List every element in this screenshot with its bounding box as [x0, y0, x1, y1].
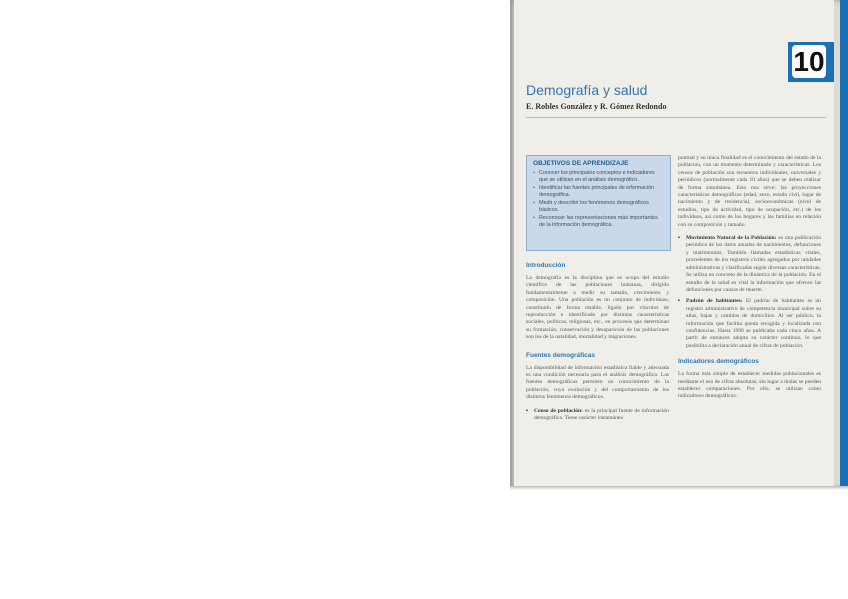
movimiento-text: es una publicación periódica de los datos anuales de nacimientos, defunciones y matrimonios. También llamadas estadísticas vitales, procedentes de los registros civiles agregados por unidades administrativas y clasificadas según diversas características. Se utiliza en concreto de la dinámica de la población. En el estudio de la salud es vital la información que ofrecen las defunciones por causas de muerte. — [686, 235, 821, 293]
objective-item: • Medir y describir los fenómenos demográficos básicos. — [533, 200, 664, 214]
objective-item: • Identificar las fuentes principales de información demográfica. — [533, 185, 664, 199]
fuentes-text: La disponibilidad de información estadística fiable y adecuada es una condición necesaria para el análisis demográfico. Las fuentes demográficas permiten un conocimiento de la población, cuya evolución y del comportamiento de los distintos fenómenos demográficos. — [526, 364, 669, 401]
book-page — [514, 0, 834, 486]
objective-item: • Reconocer las representaciones más importantes de la información demográfica. — [533, 215, 664, 229]
title-divider — [526, 117, 826, 118]
indicadores-text: La forma más simple de establecer medidas poblacionales es mediante el uso de cifras absolutas; sin lugar a dudas se pueden establecer comparaciones. Por ello, se utilizan como indicadores demográficos. — [678, 371, 821, 400]
introduccion-text: La demografía es la disciplina que se ocupa del estudio científico de las poblaciones humanas, dirigido fundamentalmente a medir su tamaño, crecimiento y composición. Una población es un conjunto de individuos, constituido de forma estable, ligado por vínculos de reproducción e identificado por distintas características sociales, políticas, religiosas, etc., en procesos que determinan su formación, conservación y desaparición de las poblaciones son los de la natalidad, mortalidad y migraciones. — [526, 275, 669, 341]
scan-shadow — [510, 486, 848, 490]
page-edge-band — [840, 0, 848, 488]
chapter-number: 10 — [793, 46, 825, 77]
scanned-page — [510, 0, 848, 488]
indicadores-heading: Indicadores demográficos — [678, 358, 759, 366]
censo-text: es la principal fuente de información demográfica. Tiene carácter instantáneo — [534, 407, 669, 422]
chapter-authors: E. Robles González y R. Gómez Redondo — [526, 102, 667, 111]
chapter-title: Demografía y salud — [526, 82, 648, 98]
left-column — [526, 262, 669, 427]
padron-bullet — [678, 298, 821, 350]
censo-continuation: puntual y su única finalidad es el conocimiento del estado de la población, con un momento determinado y características. Los censos de población son recuentos individuales, universales y periódicos (normalmente cada 10 años) que se deben realizar de forma simultánea. Esto nos sirve: las proyecciones características demográficas (edad, sexo, estado civil, lugar de nacimiento y de residencia), socioeconómicas (nivel de estudios, tipo de actividad, tipo de ocupación, etc.) de los individuos, así como de los hogares y las familias en relación con su composición y tamaño. — [678, 155, 821, 228]
objectives-heading: OBJETIVOS DE APRENDIZAJE — [533, 160, 629, 167]
right-column — [678, 155, 821, 407]
movimiento-lead: Movimiento Natural de la Población: — [686, 235, 777, 242]
introduccion-heading: Introducción — [526, 262, 566, 269]
padron-text: El padrón de habitantes es un registro administrativo de competencia municipal sobre su altas, bajas y cambios de domicilios. Al ser público, la información que facilita queda recogida y localizada con confidencias. Hasta 1996 se publicaba cada cinco años. A partir de entonces adopta su carácter continuo, lo que posibilita a declaración anual de cifras de población. — [686, 298, 821, 349]
padron-lead: Padrón de habitantes: — [686, 298, 743, 305]
objectives-list — [533, 170, 664, 229]
movimiento-bullet — [678, 235, 821, 294]
fuentes-heading: Fuentes demográficas — [526, 351, 595, 359]
objective-item: • Conocer los principales conceptos e indicadores que se utilizan en el análisis demográfico. — [533, 170, 664, 184]
censo-lead: Censo de población: — [534, 407, 583, 414]
censo-bullet — [526, 408, 669, 423]
learning-objectives-box — [526, 155, 671, 251]
